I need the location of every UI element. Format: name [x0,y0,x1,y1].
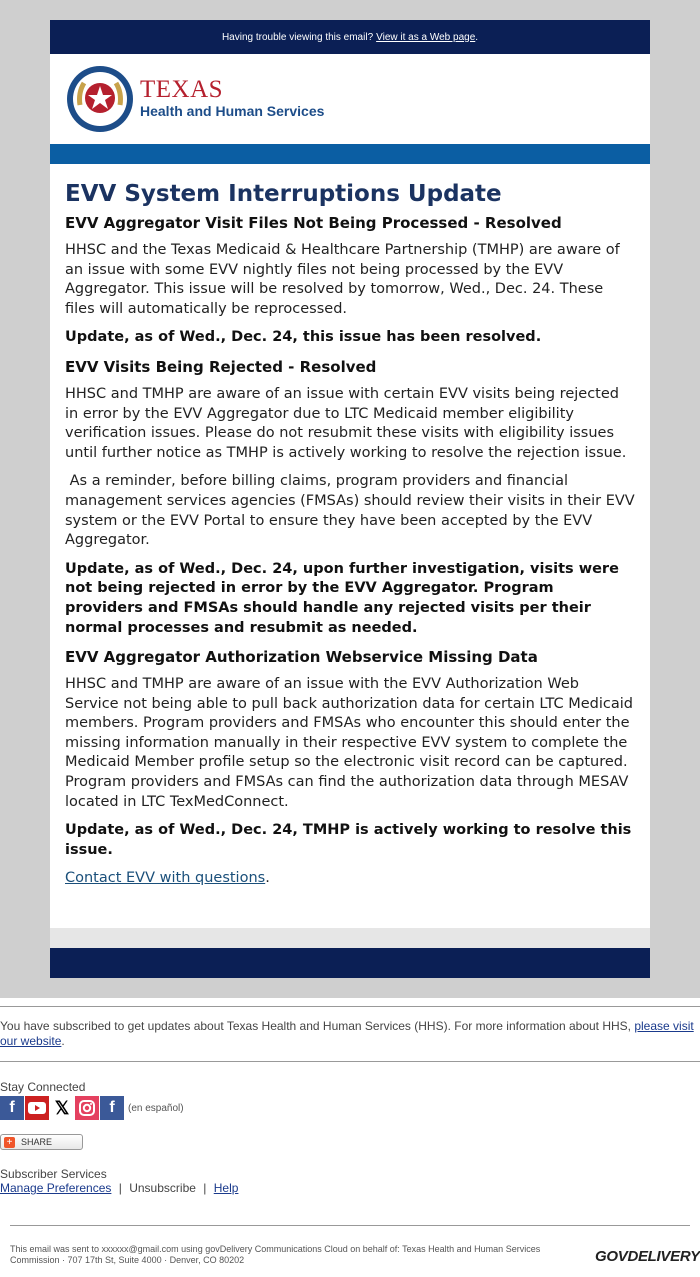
facebook-espanol-icon[interactable]: f [100,1096,124,1120]
period: . [475,31,479,43]
instagram-icon[interactable] [75,1096,99,1120]
share-button[interactable] [0,1134,83,1150]
section-3-paragraph: HHSC and TMHP are aware of an issue with the EVV Authorization Web Service not being able to pull back authorization data for certain LTC Medicaid members. Program providers and FMSAs who encounter this should enter the missing information manually in their respective EVV system to complete the Medicaid Member profile setup so the electronic visit record can be captured. Program providers and FMSAs can find the authorization data through MESAV located in LTC TexMedConnect. [65,676,633,810]
unsubscribe-link[interactable]: Unsubscribe [129,1181,196,1195]
texas-seal-icon [66,65,134,133]
subscription-text: You have subscribed to get updates about Texas Health and Human Services (HHS). For more information about HHS, [0,1019,635,1033]
article-title: EVV System Interruptions Update [65,181,502,207]
help-link[interactable]: Help [213,1181,239,1195]
visit-website-link[interactable]: please visit our website [0,1019,694,1048]
separator: | [203,1181,207,1195]
x-icon[interactable]: 𝕏 [50,1096,74,1120]
contact-evv-link[interactable]: Contact EVV with questions [65,870,266,887]
section-2-update: Update, as of Wed., Dec. 24, upon further investigation, visits were not being rejected in error by the EVV Aggregator. Program providers and FMSAs should handle any rejected visits per their normal processes and resubmit as needed. [65,560,619,636]
footer-rule-bottom [10,1225,690,1226]
section-1-update: Update, as of Wed., Dec. 24, this issue has been resolved. [65,329,542,346]
subscription-period: . [61,1034,65,1048]
govdelivery-logo[interactable]: GOVDELIVERY [595,1248,700,1265]
section-3-update: Update, as of Wed., Dec. 24, TMHP is actively working to resolve this issue. [65,822,632,858]
view-web-page-link[interactable]: View it as a Web page [376,31,476,43]
section-heading-3: EVV Aggregator Authorization Webservice Missing Data [65,648,538,667]
navy-footer-band [50,948,650,978]
separator: | [118,1181,122,1195]
social-icons [0,1096,700,1120]
stay-connected-label: Stay Connected [0,1080,86,1094]
facebook-icon[interactable]: f [0,1096,24,1120]
gray-divider [50,928,650,948]
section-heading-1: EVV Aggregator Visit Files Not Being Processed - Resolved [65,214,562,232]
trouble-viewing-bar [50,20,650,54]
subscriber-services-label: Subscriber Services [0,1167,107,1181]
logo-title: TEXAS [140,76,224,103]
sent-to-notice: This email was sent to xxxxxx@gmail.com using govDelivery Communications Cloud on behalf of: Texas Health and Human Services Commission · 707 17th St, Suite 4000 · Denver, CO 80202 [10,1244,541,1265]
share-label: SHARE [21,1137,53,1147]
section-2-paragraph-1: HHSC and TMHP are aware of an issue with certain EVV visits being rejected in error by the EVV Aggregator due to LTC Medicaid member eligibility verification issues. Please do not resubmit these visits with eligibility issues until further notice as TMHP is actively working to resolve the rejection issue. [65,385,627,461]
contact-period: . [265,870,270,887]
footer [0,1006,700,1265]
section-1-paragraph: HHSC and the Texas Medicaid & Healthcare Partnership (TMHP) are aware of an issue with some EVV nightly files not being processed by the EVV Aggregator. This issue will be resolved by tomorrow, Wed., Dec. 24. These files will automatically be reprocessed. [65,242,620,317]
espanol-label: (en español) [128,1102,184,1114]
contact-line [65,869,635,889]
section-heading-2: EVV Visits Being Rejected - Resolved [65,357,377,376]
header-logo[interactable] [50,54,650,144]
blue-divider [50,144,650,164]
trouble-text: Having trouble viewing this email? [221,31,374,43]
subscriber-services [0,1167,700,1195]
section-2-paragraph-2: As a reminder, before billing claims, program providers and financial management services agencies (FMSAs) should review their visits in their EVV system or the EVV Portal to ensure they have been accepted by the EVV Aggregator. [65,473,640,549]
share-icon: + [4,1137,15,1148]
footer-rule-mid [0,1061,700,1062]
email-card [50,20,650,978]
article-body [50,164,650,889]
subscription-notice [0,1007,700,1061]
manage-preferences-link[interactable]: Manage Preferences [0,1181,112,1195]
youtube-icon[interactable] [25,1096,49,1120]
logo-subtitle: Health and Human Services [140,103,325,119]
